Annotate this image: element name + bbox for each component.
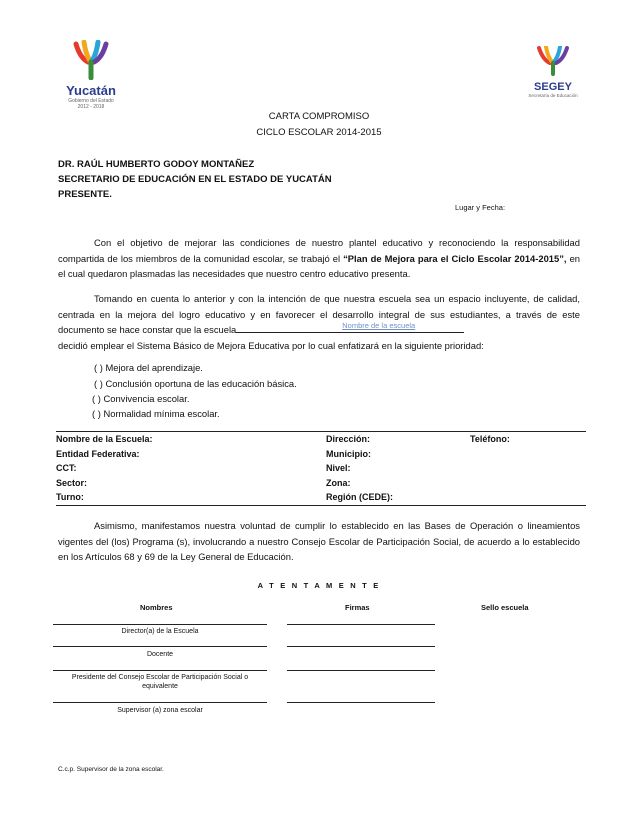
signature-line-director[interactable] — [287, 624, 435, 625]
segey-wordmark: SEGEY — [534, 81, 572, 93]
segey-subtitle: Secretaría de Educación — [528, 93, 578, 98]
municipality-label: Municipio: — [326, 448, 371, 459]
addressee-position: SECRETARIO DE EDUCACIÓN EN EL ESTADO DE YUCATÁN — [58, 174, 332, 185]
table-row — [56, 490, 586, 505]
signatures-header: Firmas — [345, 603, 370, 612]
name-line-president[interactable] — [53, 670, 267, 671]
role-council-president: Presidente del Consejo Escolar de Participación Social o equivalente — [71, 674, 249, 690]
school-year: CICLO ESCOLAR 2014-2015 — [256, 127, 382, 138]
table-row — [56, 432, 586, 447]
shift-label: Turno: — [56, 492, 84, 503]
table-row — [56, 461, 586, 476]
document-title: CARTA COMPROMISO — [268, 111, 370, 122]
paragraph-commitment-text: Tomando en cuenta lo anterior y con la intención de que nuestra escuela sea un espacio incluyente, de calidad, centrada en la mejora del logro educativo y en favorecer el desarrollo integral de sus estudiantes, a través de este documento se hace constar que la escuela — [58, 293, 580, 336]
segey-logo — [525, 46, 581, 104]
role-teacher: Docente — [146, 651, 174, 658]
school-name-field[interactable] — [236, 322, 464, 333]
priority-option-3[interactable]: ( ) Convivencia escolar. — [92, 393, 190, 404]
plan-name: “Plan de Mejora para el Ciclo Escolar 2014-2015”, — [343, 252, 567, 264]
yucatan-emblem-icon — [58, 40, 124, 80]
priority-option-2[interactable]: ( ) Conclusión oportuna de las educación básica. — [94, 378, 297, 389]
paragraph-objective-end: en el cual quedaron plasmadas las necesidades que nuestro centro educativo presenta. — [58, 252, 580, 280]
paragraph-objective — [58, 235, 580, 282]
carbon-copy-note: C.c.p. Supervisor de la zona escolar. — [58, 766, 164, 773]
yucatan-logo — [58, 40, 124, 110]
signature-line-supervisor[interactable] — [287, 702, 435, 703]
zone-label: Zona: — [326, 477, 351, 488]
addressee-name: DR. RAÚL HUMBERTO GODOY MONTAÑEZ — [58, 159, 255, 170]
segey-emblem-icon — [525, 46, 581, 76]
addressee-greeting: PRESENTE. — [58, 189, 112, 200]
paragraph-commitment-end: decidió emplear el Sistema Básico de Mejora Educativa por lo cual enfatizará en la siguiente prioridad: — [58, 339, 484, 351]
paragraph-compliance: Asimismo, manifestamos nuestra voluntad de cumplir lo establecido en las Bases de Operación o lineamientos vigentes del (los) Programa (s), involucrando a nuestro Consejo Escolar de Participación Social, de acuerdo a lo establecido en los Artículos 68 y 69 de la Ley General de Educación. — [58, 520, 580, 563]
state-label: Entidad Federativa: — [56, 448, 140, 459]
school-name-label: Nombre de la Escuela: — [56, 434, 153, 444]
priority-option-4[interactable]: ( ) Normalidad mínima escolar. — [92, 408, 220, 419]
name-line-supervisor[interactable] — [53, 702, 267, 703]
yucatan-period: 2012 - 2018 — [77, 104, 105, 110]
name-line-director[interactable] — [53, 624, 267, 625]
paragraph-objective-text: Con el objetivo de mejorar las condiciones de nuestro plantel educativo y reconociendo la responsabilidad compartida de los miembros de la comunidad escolar, se trabajó el — [58, 237, 580, 264]
sector-label: Sector: — [56, 477, 88, 488]
address-label: Dirección: — [326, 434, 371, 444]
addressee-block — [58, 157, 332, 202]
cct-label: CCT: — [56, 463, 77, 474]
place-date-label: Lugar y Fecha: — [455, 203, 506, 212]
school-name-placeholder: Nombre de la escuela — [342, 321, 416, 331]
name-line-teacher[interactable] — [53, 646, 267, 647]
region-label: Región (CEDE): — [326, 492, 393, 503]
yucatan-wordmark: Yucatán — [66, 83, 116, 98]
paragraph-commitment — [58, 291, 580, 353]
yucatan-subtitle: Gobierno del Estado — [68, 98, 114, 104]
role-director: Director(a) de la Escuela — [121, 628, 199, 635]
priority-option-1[interactable]: ( ) Mejora del aprendizaje. — [94, 362, 203, 373]
empty-cell — [470, 476, 580, 491]
empty-cell — [470, 461, 580, 476]
signature-line-teacher[interactable] — [287, 646, 435, 647]
school-info-table — [56, 431, 586, 506]
closing-atentamente: A T E N T A M E N T E — [257, 581, 381, 590]
phone-label: Teléfono: — [470, 434, 510, 444]
table-row — [56, 476, 586, 491]
table-row — [56, 447, 586, 462]
level-label: Nivel: — [326, 463, 351, 474]
names-header: Nombres — [140, 603, 173, 612]
seal-header: Sello escuela — [481, 603, 529, 612]
empty-cell — [470, 447, 580, 462]
signature-line-president[interactable] — [287, 670, 435, 671]
role-supervisor: Supervisor (a) zona escolar — [117, 707, 203, 714]
empty-cell — [470, 490, 580, 505]
